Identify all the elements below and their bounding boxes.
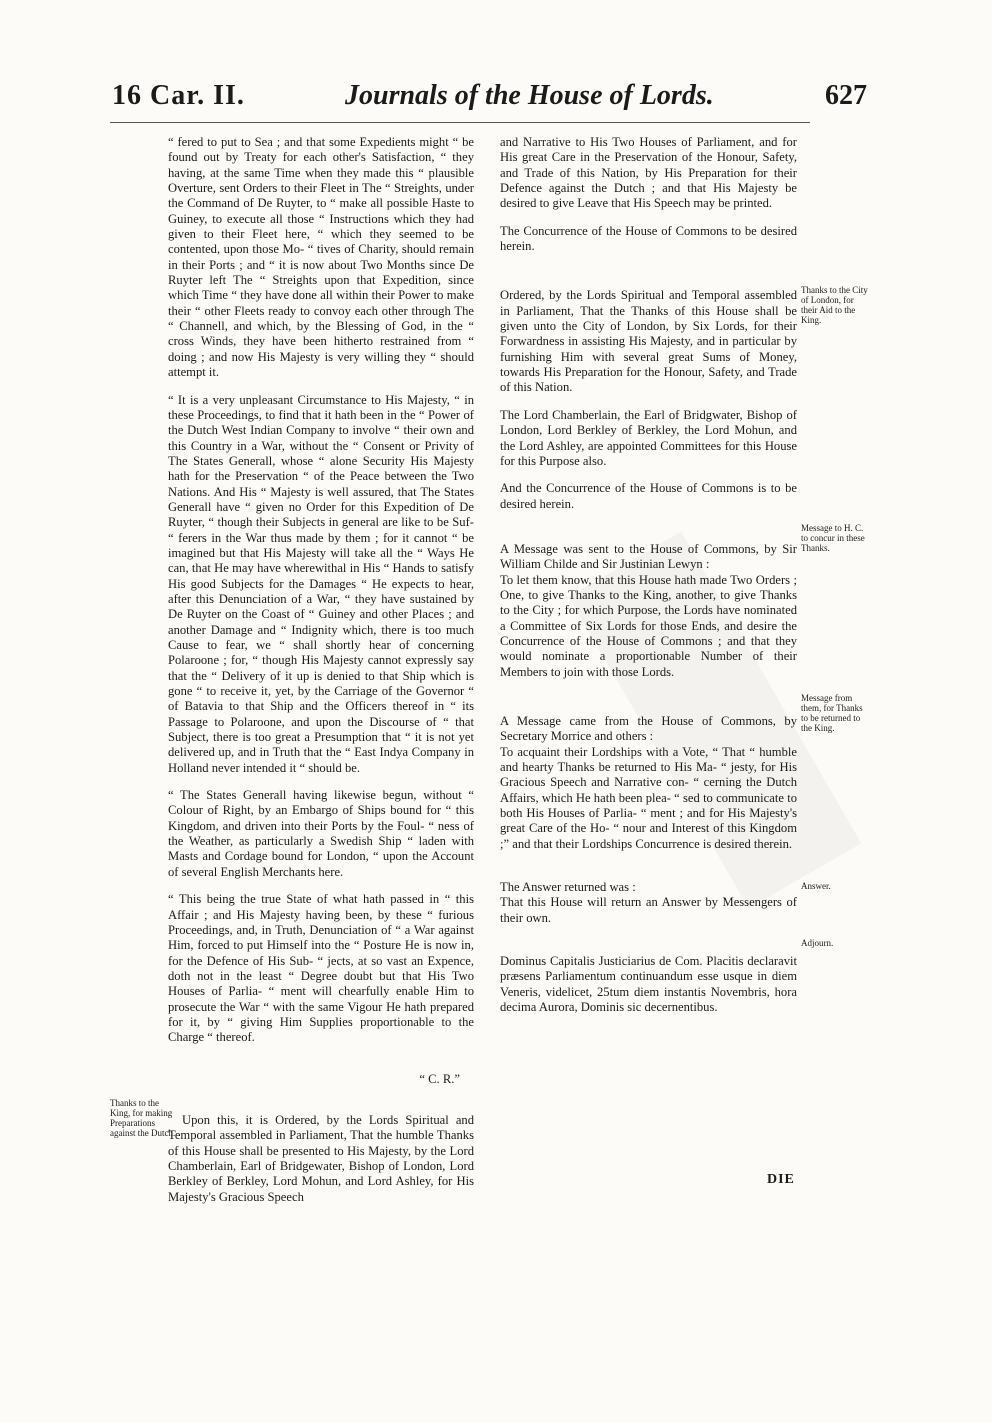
paragraph: That this House will return an Answer by Messengers of their own. <box>500 895 797 925</box>
paragraph-order-thanks: Upon this, it is Ordered, by the Lords Spiritual and Temporal assembled in Parliament, That the humble Thanks of this House shall be presented to His Majesty, by the Lord Chamberlain, Earl of Bridgewater, Bishop of London, Lord Berkley of Berkley, Lord Mohun, and Lord Ashley, for His Majesty's Gracious Speech <box>168 1112 474 1204</box>
paragraph: The Answer returned was : <box>500 880 636 895</box>
paragraph: “ It is a very unpleasant Circumstance to His Majesty, “ in these Proceedings, to find that it hath been in the “ Power of the Dutch West Indian Company to involve “ their own and this Country in a War, without the “ Consent or Privity of The States Generall, whose “ alone Security His Majesty hath for the Preservation “ of the Peace between the Two Nations. And His “ Majesty is well assured, that The States Generall have “ given no Order for this Expedition of De Ruyter, “ though their Subjects in general are like to be Suf- “ ferers in the War thus made by them ; for it cannot “ be imagined but that His Majesty will take all the “ Ways He can, that He may have wherewithal in His “ Hands to satisfy His good Subjects for the Damages “ He expects to hear, after this Denunciation of a War, “ they have sustained by De Ruyter on the Coast of “ Guiney and other Places ; and another Damage and “ Indignity which, there is too much Cause to fear, we “ shall shortly hear of concerning Polaroone ; for, “ though His Majesty cannot expressly say that the “ Delivery of it up is denied to that Ship which is gone “ to receive it, yet, by the Carriage of the Governor “ of Batavia to that Ship and the Officers thereof in “ its Passage to Polaroone, and upon the Discourse of “ that Subject, there is too great a Presumption that “ it is not yet delivered up, and in Truth that the “ East Indya Company in Holland never intended it “ should be. <box>168 392 474 775</box>
margin-note-thanks-city: Thanks to the City of London, for their Aid to the King. <box>801 285 868 325</box>
journal-title: Journals of the House of Lords. <box>345 80 714 111</box>
margin-note-message-from: Message from them, for Thanks to be returned to the King. <box>801 693 863 733</box>
margin-note-adjourn: Adjourn. <box>801 938 834 948</box>
signature-cr: “ C. R.” <box>419 1071 460 1086</box>
paragraph: and Narrative to His Two Houses of Parliament, and for His great Care in the Preservation of the Honour, Safety, and Trade of this Nation, by His Preparation for their Defence against the Dutch ; and that His Majesty be desired to give Leave that His Speech may be printed. <box>500 135 797 211</box>
catchword: DIE <box>767 1172 795 1187</box>
right-column <box>500 135 797 1027</box>
paragraph: To let them know, that this House hath made Two Orders ; One, to give Thanks to the King, another, to give Thanks to the City ; for which Purpose, the Lords have nominated a Committee of Six Lords for those Ends, and desire the Concurrence of the House of Commons ; and that they would nominate a proportionable Number of their Members to join with those Lords. <box>500 572 797 679</box>
paragraph: “ fered to put to Sea ; and that some Expedients might “ be found out by Treaty for each other's Satisfaction, “ they having, at the same Time when they made this “ plausible Overture, sent Orders to their Fleet in The “ Streights, under the Command of De Ruyter, to “ make all possible Haste to Guiney, to execute all those “ Instructions which they had given to their Fleet here, “ which they seemed to be contented, upon those Mo- “ tives of Charity, should remain in their Ports ; and “ it is now about Two Months since De Ruyter left The “ Streights upon that Expedition, since which Time “ they have done all within their Power to make their “ other Fleets ready to convoy each other through The “ Channell, and which, by the Blessing of God, in the “ cross Winds, they have been hitherto restrained from “ doing ; and now His Majesty is very willing they “ should attempt it. <box>168 135 474 380</box>
paragraph: “ This being the true State of what hath passed in “ this Affair ; and His Majesty having been, by these “ furious Proceedings, and, in Truth, Denunciation of “ a War against Him, forced to put Himself into the “ Posture He is now in, for the Defence of His Sub- “ jects, at so vast an Expence, doth not in the least “ Degree doubt but that His Two Houses of Parlia- “ ment will chearfully enable Him to prosecute the War “ with the same Vigour He hath prepared for it, by “ giving Him Supplies proportionable to the Charge “ thereof. <box>168 892 474 1045</box>
paragraph: And the Concurrence of the House of Commons is to be desired herein. <box>500 481 797 511</box>
header-rule <box>110 122 810 123</box>
page-number: 627 <box>825 80 867 111</box>
paragraph: The Lord Chamberlain, the Earl of Bridgwater, Bishop of London, Lord Berkley of Berkley, the Lord Mohun, and the Lord Ashley, are appointed Committees for this House for this Purpose also. <box>500 407 797 468</box>
paragraph: A Message was sent to the House of Commons, by Sir William Childe and Sir Justinian Lewyn : <box>500 541 797 572</box>
paragraph: A Message came from the House of Commons, by Secretary Morrice and others : <box>500 713 797 744</box>
paragraph: “ The States Generall having likewise begun, without “ Colour of Right, by an Embargo of Ships bound for “ this Kingdom, and driven into their Ports by the Foul- “ ness of the Weather, as particularly a Swedish Ship “ laden with Masts and Cordage bound for London, “ upon the Account of several English Merchants here. <box>168 788 474 879</box>
paragraph: The Concurrence of the House of Commons to be desired herein. <box>500 223 797 254</box>
paragraph: Ordered, by the Lords Spiritual and Temporal assembled in Parliament, That the Thanks of this House shall be given unto the City of London, by Six Lords, for their Forwardness in assisting His Majesty, and in particular by furnishing Him with several great Sums of Money, towards His Preparation for the Honour, Safety, and Trade of this Nation. <box>500 288 797 395</box>
paragraph: To acquaint their Lordships with a Vote, “ That “ humble and hearty Thanks be returned to His Ma- “ jesty, for His Gracious Speech and Narrative con- “ cerning the Dutch Affairs, which He hath been plea- “ sed to communicate to both His Houses of Parlia- “ ment ; and for His Majesty's great Care of the Ho- “ nour and Interest of this Kingdom ;” and that their Lordships Concurrence is desired therein. <box>500 744 797 851</box>
margin-note-message-to: Message to H. C. to concur in these Thanks. <box>801 523 865 553</box>
margin-note-answer: Answer. <box>801 881 831 891</box>
paragraph: Dominus Capitalis Justiciarius de Com. Placitis declaravit præsens Parliamentum continuandum esse usque in diem Veneris, videlicet, 25tum diem instantis Novembris, hora decima Aurora, Dominis sic decernentibus. <box>500 954 797 1015</box>
margin-note-thanks-king: Thanks to the King, for making Preparations against the Dutch. <box>110 1098 176 1138</box>
left-column <box>168 135 474 1217</box>
regnal-year: 16 Car. II. <box>112 80 245 111</box>
